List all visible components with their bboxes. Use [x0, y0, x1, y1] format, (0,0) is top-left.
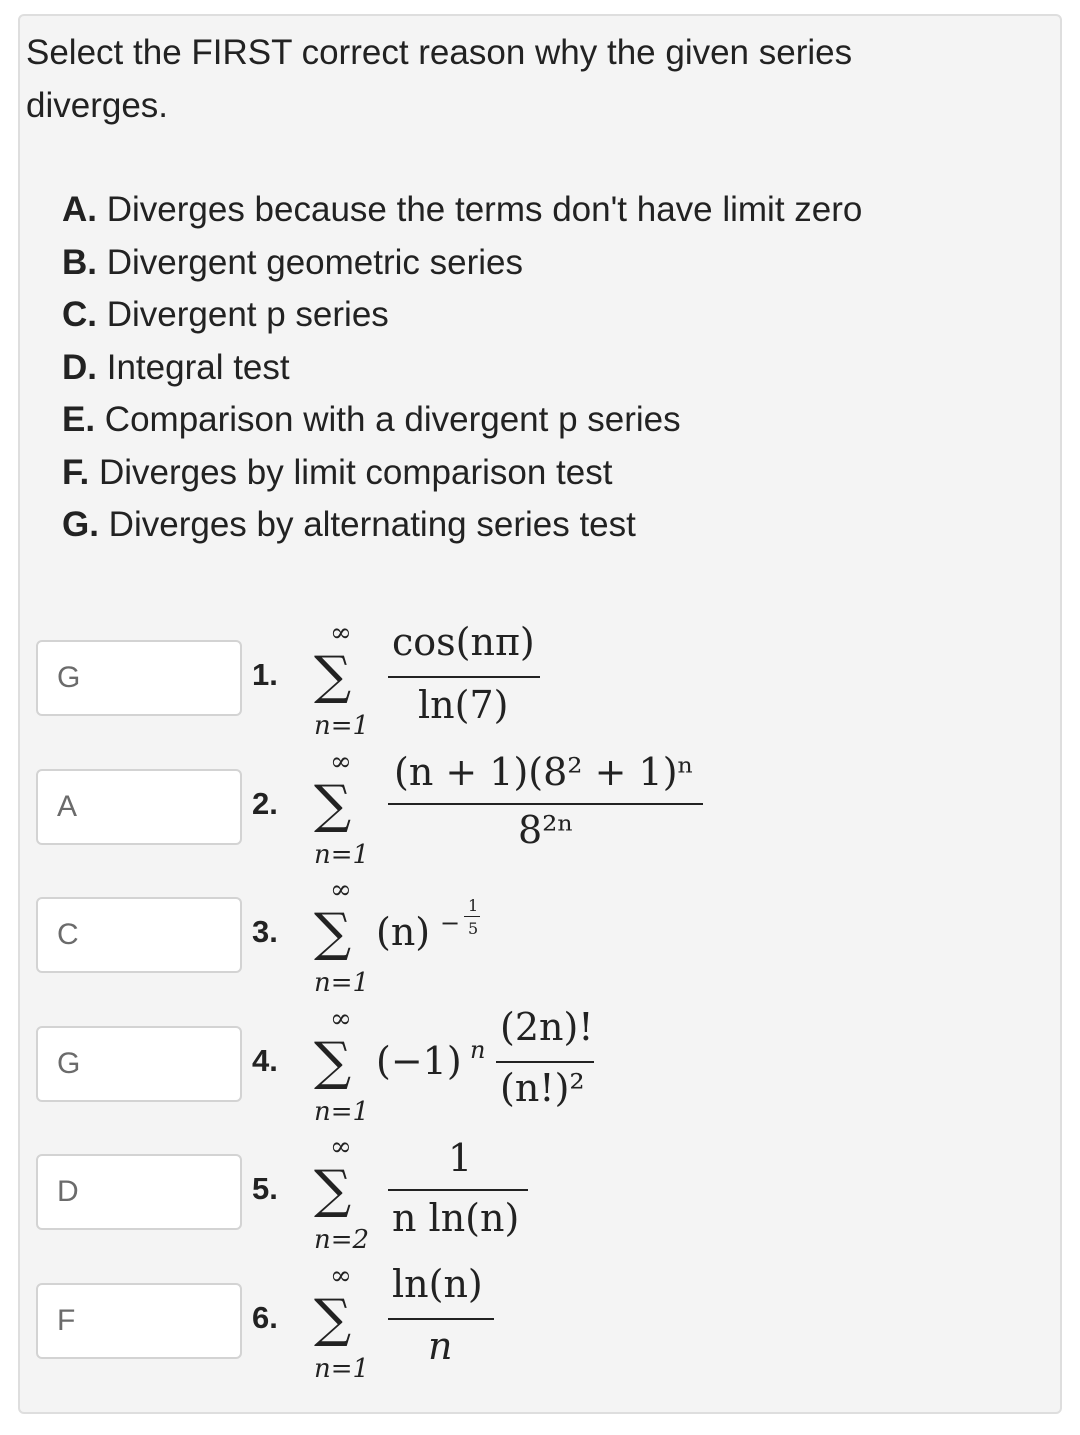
fraction-bar: [496, 1061, 594, 1063]
numerator: (n + 1)(8² + 1)ⁿ: [394, 750, 694, 794]
denominator: (n!)²: [500, 1066, 585, 1110]
sign-exponent: n: [470, 1036, 486, 1064]
problem-number-5: 5.: [252, 1171, 278, 1206]
sigma-symbol: ∑: [314, 775, 352, 835]
denominator: n ln(n): [392, 1196, 520, 1240]
lower-limit: n=1: [314, 968, 370, 998]
sign-factor: (−1): [376, 1039, 462, 1083]
base: (n): [376, 910, 431, 954]
fraction-bar: [388, 676, 540, 678]
sigma-symbol: ∑: [314, 903, 352, 963]
problem-number-2: 2.: [252, 786, 278, 821]
fraction-bar: [388, 803, 703, 805]
question-prompt: [26, 26, 986, 132]
option-f: F. Diverges by limit comparison test: [62, 452, 613, 492]
answer-input-1[interactable]: G: [36, 640, 242, 716]
numerator: ln(n): [392, 1262, 483, 1306]
denominator: n: [428, 1324, 453, 1368]
problem-number-4: 4.: [252, 1043, 278, 1078]
sigma-symbol: ∑: [314, 646, 352, 706]
upper-limit: ∞: [330, 618, 352, 648]
numerator: cos(nπ): [392, 620, 535, 664]
problem-number-3: 3.: [252, 914, 278, 949]
exponent-bar: [464, 916, 480, 917]
lower-limit: n=1: [314, 711, 370, 741]
option-b: B. Divergent geometric series: [62, 242, 523, 282]
sigma-symbol: ∑: [314, 1160, 352, 1220]
option-d: D. Integral test: [62, 347, 290, 387]
sigma-symbol: ∑: [314, 1032, 352, 1092]
lower-limit: n=1: [314, 1354, 370, 1384]
option-c: C. Divergent p series: [62, 295, 389, 334]
answer-input-2[interactable]: A: [36, 769, 242, 845]
upper-limit: ∞: [330, 1132, 352, 1162]
prompt-line-2: diverges.: [26, 86, 169, 125]
fraction-bar: [388, 1318, 494, 1320]
option-g: G. Diverges by alternating series test: [62, 505, 636, 544]
lower-limit: n=1: [314, 840, 370, 870]
answer-input-5[interactable]: D: [36, 1154, 242, 1230]
exponent-numerator: 1: [468, 896, 479, 915]
prompt-line-1: Select the FIRST correct reason why the given series: [26, 33, 853, 72]
numerator: (2n)!: [500, 1005, 594, 1049]
sigma-symbol: ∑: [314, 1289, 352, 1349]
exponent-denominator: 5: [468, 919, 479, 938]
exponent-sign: −: [440, 909, 461, 937]
lower-limit: n=1: [314, 1097, 370, 1127]
fraction-bar: [388, 1189, 528, 1191]
upper-limit: ∞: [330, 875, 352, 905]
problem-number-6: 6.: [252, 1300, 278, 1335]
denominator: ln(7): [418, 683, 509, 727]
reason-options-list: [62, 184, 862, 552]
problem-number-1: 1.: [252, 657, 278, 692]
answer-input-6[interactable]: F: [36, 1283, 242, 1359]
lower-limit: n=2: [314, 1225, 370, 1255]
denominator: 8²ⁿ: [518, 808, 574, 852]
upper-limit: ∞: [330, 1261, 352, 1291]
answer-input-3[interactable]: C: [36, 897, 242, 973]
numerator: 1: [448, 1136, 473, 1180]
option-e: E. Comparison with a divergent p series: [62, 400, 681, 439]
answer-input-4[interactable]: G: [36, 1026, 242, 1102]
option-a: A. Diverges because the terms don't have limit zero: [62, 190, 863, 229]
upper-limit: ∞: [330, 747, 352, 777]
upper-limit: ∞: [330, 1004, 352, 1034]
